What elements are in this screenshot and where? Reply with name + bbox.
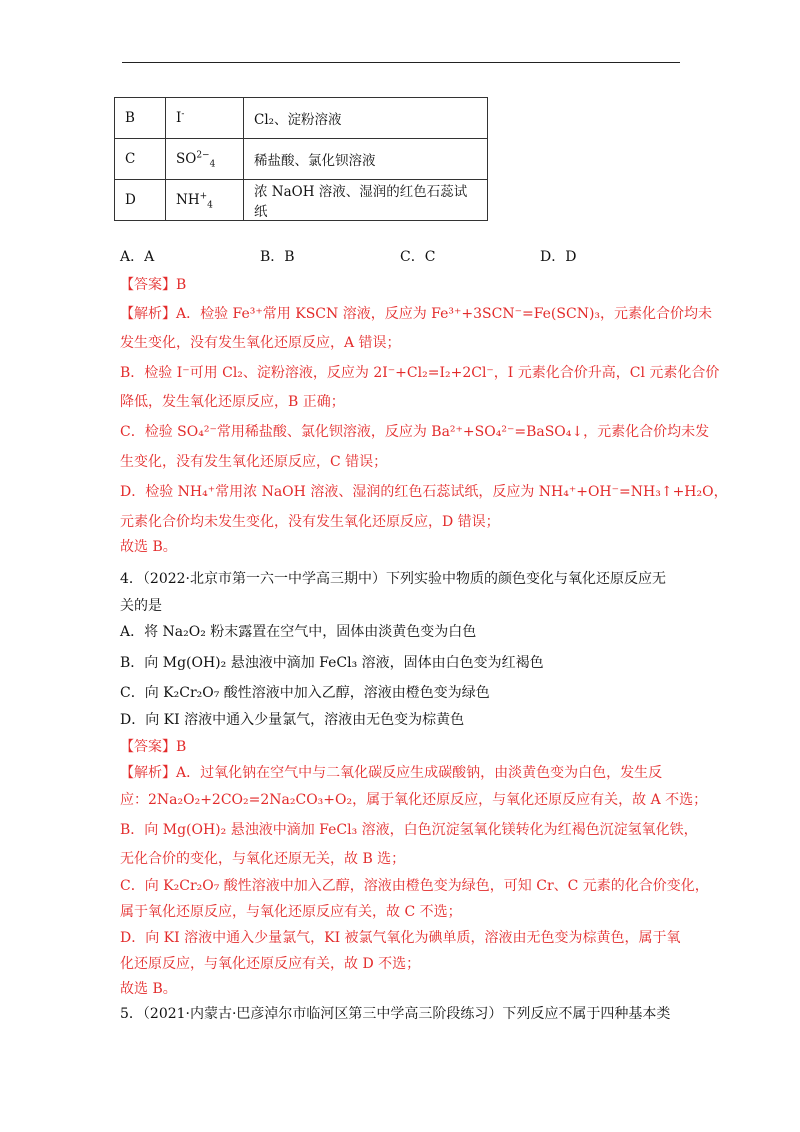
choice-a: A．A <box>120 249 155 265</box>
options-table <box>114 97 488 221</box>
ion-cell: I- <box>166 98 244 139</box>
q3-analysis-line: C．检验 SO₄²⁻常用稀盐酸、氯化钡溶液，反应为 Ba²⁺+SO₄²⁻=BaSO₄↓，元素化合价均未发 <box>120 424 710 440</box>
reagent-cell: 稀盐酸、氯化钡溶液 <box>244 139 488 180</box>
q4-conclusion: 故选 B。 <box>120 981 177 997</box>
q4-option: B．向 Mg(OH)₂ 悬浊液中滴加 FeCl₃ 溶液，固体由白色变为红褐色 <box>120 655 544 671</box>
ion-cell: $NH^+_4$ <box>166 180 244 221</box>
q4-option: D．向 KI 溶液中通入少量氯气，溶液由无色变为棕黄色 <box>120 712 465 728</box>
q4-analysis-line: 【解析】A．过氧化钠在空气中与二氧化碳反应生成碳酸钠，由淡黄色变为白色，发生反 <box>120 765 663 781</box>
q4-analysis-line: 化还原反应，与氧化还原反应有关，故 D 不选； <box>120 956 421 972</box>
q3-analysis-line: 元素化合价均未发生变化，没有发生氧化还原反应，D 错误； <box>120 514 500 530</box>
q3-choices <box>120 247 576 267</box>
q4-analysis-line: D．向 KI 溶液中通入少量氯气，KI 被氯气氧化为碘单质，溶液由无色变为棕黄色，属于氧 <box>120 930 681 946</box>
q5-stem: 5．（2021·内蒙古·巴彦淖尔市临河区第三中学高三阶段练习）下列反应不属于四种基本类 <box>120 1006 671 1022</box>
row-letter: D <box>115 180 166 221</box>
q4-analysis-line: 无化合价的变化，与氧化还原无关，故 B 选； <box>120 851 406 867</box>
choice-b: B．B <box>260 249 295 265</box>
header-rule <box>122 62 680 63</box>
table-row <box>115 180 488 221</box>
q3-analysis-line: 发生变化，没有发生氧化还原反应，A 错误； <box>120 335 401 351</box>
q3-analysis-line: D．检验 NH₄⁺常用浓 NaOH 溶液、湿润的红色石蕊试纸，反应为 NH₄⁺+OH⁻=NH₃↑+H₂O， <box>120 484 728 500</box>
choice-c: C．C <box>400 249 436 265</box>
q3-analysis-line: 生变化，没有发生氧化还原反应，C 错误； <box>120 454 388 470</box>
q3-analysis-line: 降低，发生氧化还原反应，B 正确； <box>120 394 345 410</box>
row-letter: C <box>115 139 166 180</box>
q4-analysis-line: B．向 Mg(OH)₂ 悬浊液中滴加 FeCl₃ 溶液，白色沉淀氢氧化镁转化为红褐色沉淀氢氧化铁， <box>120 822 698 838</box>
q3-analysis-line: 【解析】A．检验 Fe³⁺常用 KSCN 溶液，反应为 Fe³⁺+3SCN⁻=Fe(SCN)₃，元素化合价均未 <box>120 306 713 322</box>
q3-answer: 【答案】B <box>120 277 187 293</box>
q4-stem: 关的是 <box>120 598 162 614</box>
reagent-cell: Cl₂、淀粉溶液 <box>244 98 488 139</box>
choice-d: D．D <box>540 249 577 265</box>
q4-stem: 4．（2022·北京市第一六一中学高三期中）下列实验中物质的颜色变化与氧化还原反应无 <box>120 571 666 587</box>
q4-analysis-line: 应：2Na₂O₂+2CO₂=2Na₂CO₃+O₂，属于氧化还原反应，与氧化还原反应有关，故 A 不选； <box>120 792 708 808</box>
table-row <box>115 98 488 139</box>
q3-conclusion: 故选 B。 <box>120 539 177 555</box>
q3-analysis-line: B．检验 I⁻可用 Cl₂、淀粉溶液，反应为 2I⁻+Cl₂=I₂+2Cl⁻，I 元素化合价升高，Cl 元素化合价 <box>120 365 720 381</box>
q4-option: C．向 K₂Cr₂O₇ 酸性溶液中加入乙醇，溶液由橙色变为绿色 <box>120 685 490 701</box>
q4-analysis-line: 属于氧化还原反应，与氧化还原反应有关，故 C 不选； <box>120 904 462 920</box>
reagent-cell: 浓 NaOH 溶液、湿润的红色石蕊试纸 <box>244 180 488 221</box>
q4-option: A．将 Na₂O₂ 粉末露置在空气中，固体由淡黄色变为白色 <box>120 624 477 640</box>
ion-cell: $SO^{2-}_4$ <box>166 139 244 180</box>
q4-answer: 【答案】B <box>120 739 187 755</box>
table-row <box>115 139 488 180</box>
row-letter: B <box>115 98 166 139</box>
q4-analysis-line: C．向 K₂Cr₂O₇ 酸性溶液中加入乙醇，溶液由橙色变为绿色，可知 Cr、C 元素的化合价变化， <box>120 878 709 894</box>
